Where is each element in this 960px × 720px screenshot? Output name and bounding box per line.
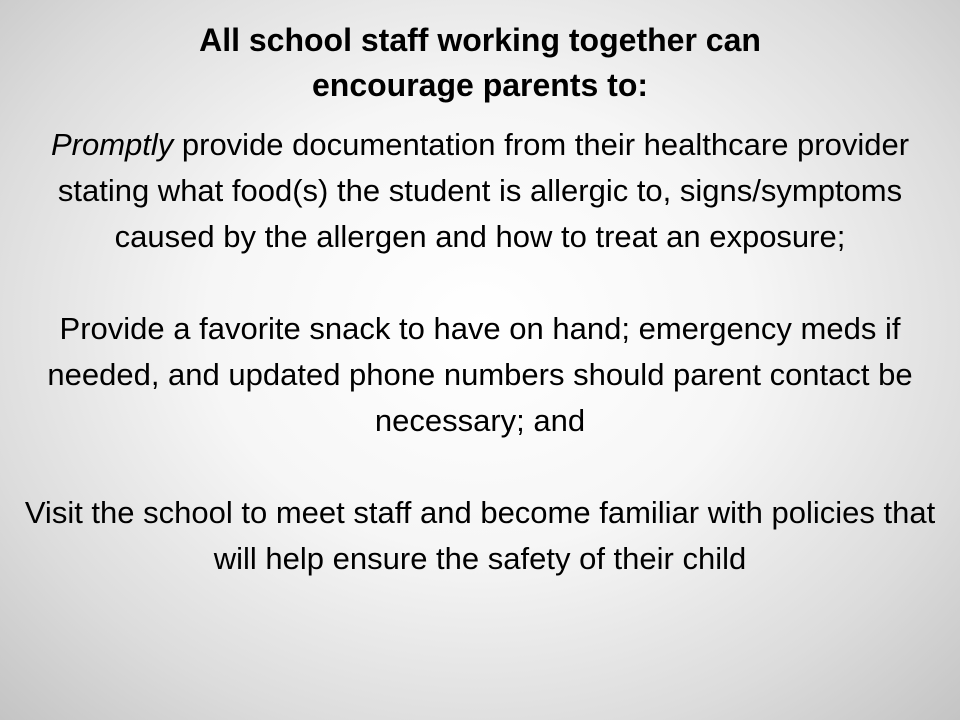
paragraph-spacer [20,260,940,306]
paragraph-spacer [20,444,940,490]
slide-title: All school staff working together can encourage parents to: [199,22,761,103]
paragraph-visit: Visit the school to meet staff and become familiar with policies that will help ensure the safety of their child [24,495,936,576]
emphasis-promptly: Promptly [50,127,174,162]
slide-body [20,122,940,582]
paragraph-documentation [20,122,940,260]
paragraph-snack: Provide a favorite snack to have on hand; emergency meds if needed, and updated phone numbers should parent contact be necessary; and [47,311,913,438]
paragraph-documentation-text: provide documentation from their healthcare provider stating what food(s) the student is allergic to, signs/symptoms caused by the allergen and how to treat an exposure; [57,127,910,254]
